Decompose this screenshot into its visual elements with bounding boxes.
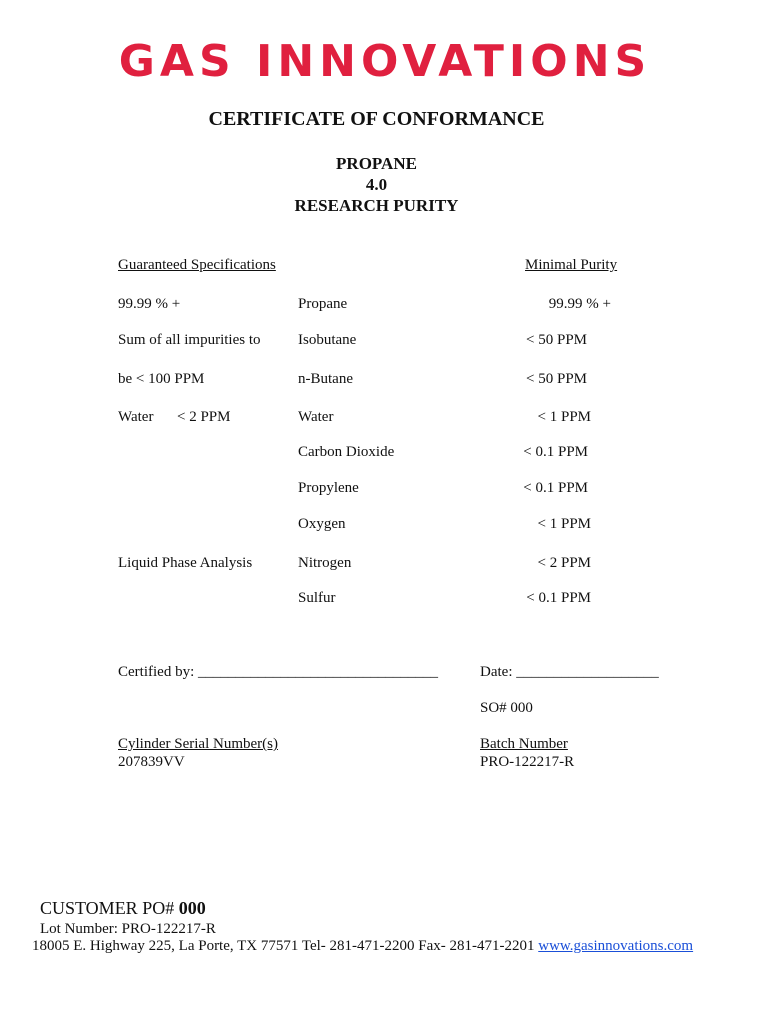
so-number: SO# 000: [480, 700, 533, 716]
cylinder-serial-label: Cylinder Serial Number(s): [118, 736, 278, 752]
date-label: Date:: [480, 664, 513, 680]
component-value: 99.99 % +: [548, 296, 611, 312]
component-name: Water: [298, 409, 334, 425]
certified-by-label: Certified by:: [118, 664, 195, 680]
component-name: n-Butane: [298, 371, 353, 387]
certificate-title: CERTIFICATE OF CONFORMANCE: [208, 108, 545, 130]
certified-by-signature-line: ________________________________: [197, 664, 438, 680]
component-value: < 1 PPM: [537, 409, 591, 425]
website-link[interactable]: www.gasinnovations.com: [538, 938, 694, 954]
customer-po-label: CUSTOMER PO#: [40, 898, 175, 918]
component-name: Propylene: [298, 480, 359, 496]
date-field: [480, 664, 659, 681]
component-name: Sulfur: [298, 590, 336, 606]
component-value: < 0.1 PPM: [523, 480, 588, 496]
component-value: < 50 PPM: [526, 371, 587, 387]
customer-po-value: 000: [178, 898, 206, 918]
component-value: < 0.1 PPM: [526, 590, 591, 606]
liquid-phase-label: Liquid Phase Analysis: [118, 555, 253, 571]
spec-note: Sum of all impurities to: [118, 332, 261, 348]
cylinder-serial-value: 207839VV: [118, 754, 185, 770]
company-logo: GAS INNOVATIONS: [118, 36, 652, 87]
spec-water-label: Water: [118, 409, 154, 425]
component-value: < 0.1 PPM: [523, 444, 588, 460]
company-address: 18005 E. Highway 225, La Porte, TX 77571 Tel- 281-471-2200 Fax- 281-471-2201: [32, 938, 535, 954]
component-value: < 1 PPM: [537, 516, 591, 532]
product-name: PROPANE: [336, 154, 417, 173]
purity-grade: RESEARCH PURITY: [294, 196, 459, 215]
certified-by: [118, 664, 438, 681]
customer-po: [40, 898, 206, 919]
spec-note: 99.99 % +: [118, 296, 181, 312]
component-name: Isobutane: [298, 332, 357, 348]
component-value: < 2 PPM: [537, 555, 591, 571]
lot-number: Lot Number: PRO-122217-R: [40, 921, 216, 937]
component-name: Carbon Dioxide: [298, 444, 395, 460]
batch-number-label: Batch Number: [480, 736, 568, 752]
component-value: < 50 PPM: [526, 332, 587, 348]
date-line: ___________________: [516, 664, 659, 680]
product-grade: 4.0: [365, 175, 388, 194]
batch-number-value: PRO-122217-R: [480, 754, 575, 770]
minimal-purity-heading: Minimal Purity: [525, 257, 618, 273]
spec-note: be < 100 PPM: [118, 371, 205, 387]
component-name: Propane: [298, 296, 348, 312]
spec-water-value: < 2 PPM: [177, 409, 231, 425]
component-name: Nitrogen: [298, 555, 352, 571]
component-name: Oxygen: [298, 516, 346, 532]
guaranteed-specs-heading: Guaranteed Specifications: [118, 257, 276, 273]
footer-contact: [32, 938, 693, 955]
